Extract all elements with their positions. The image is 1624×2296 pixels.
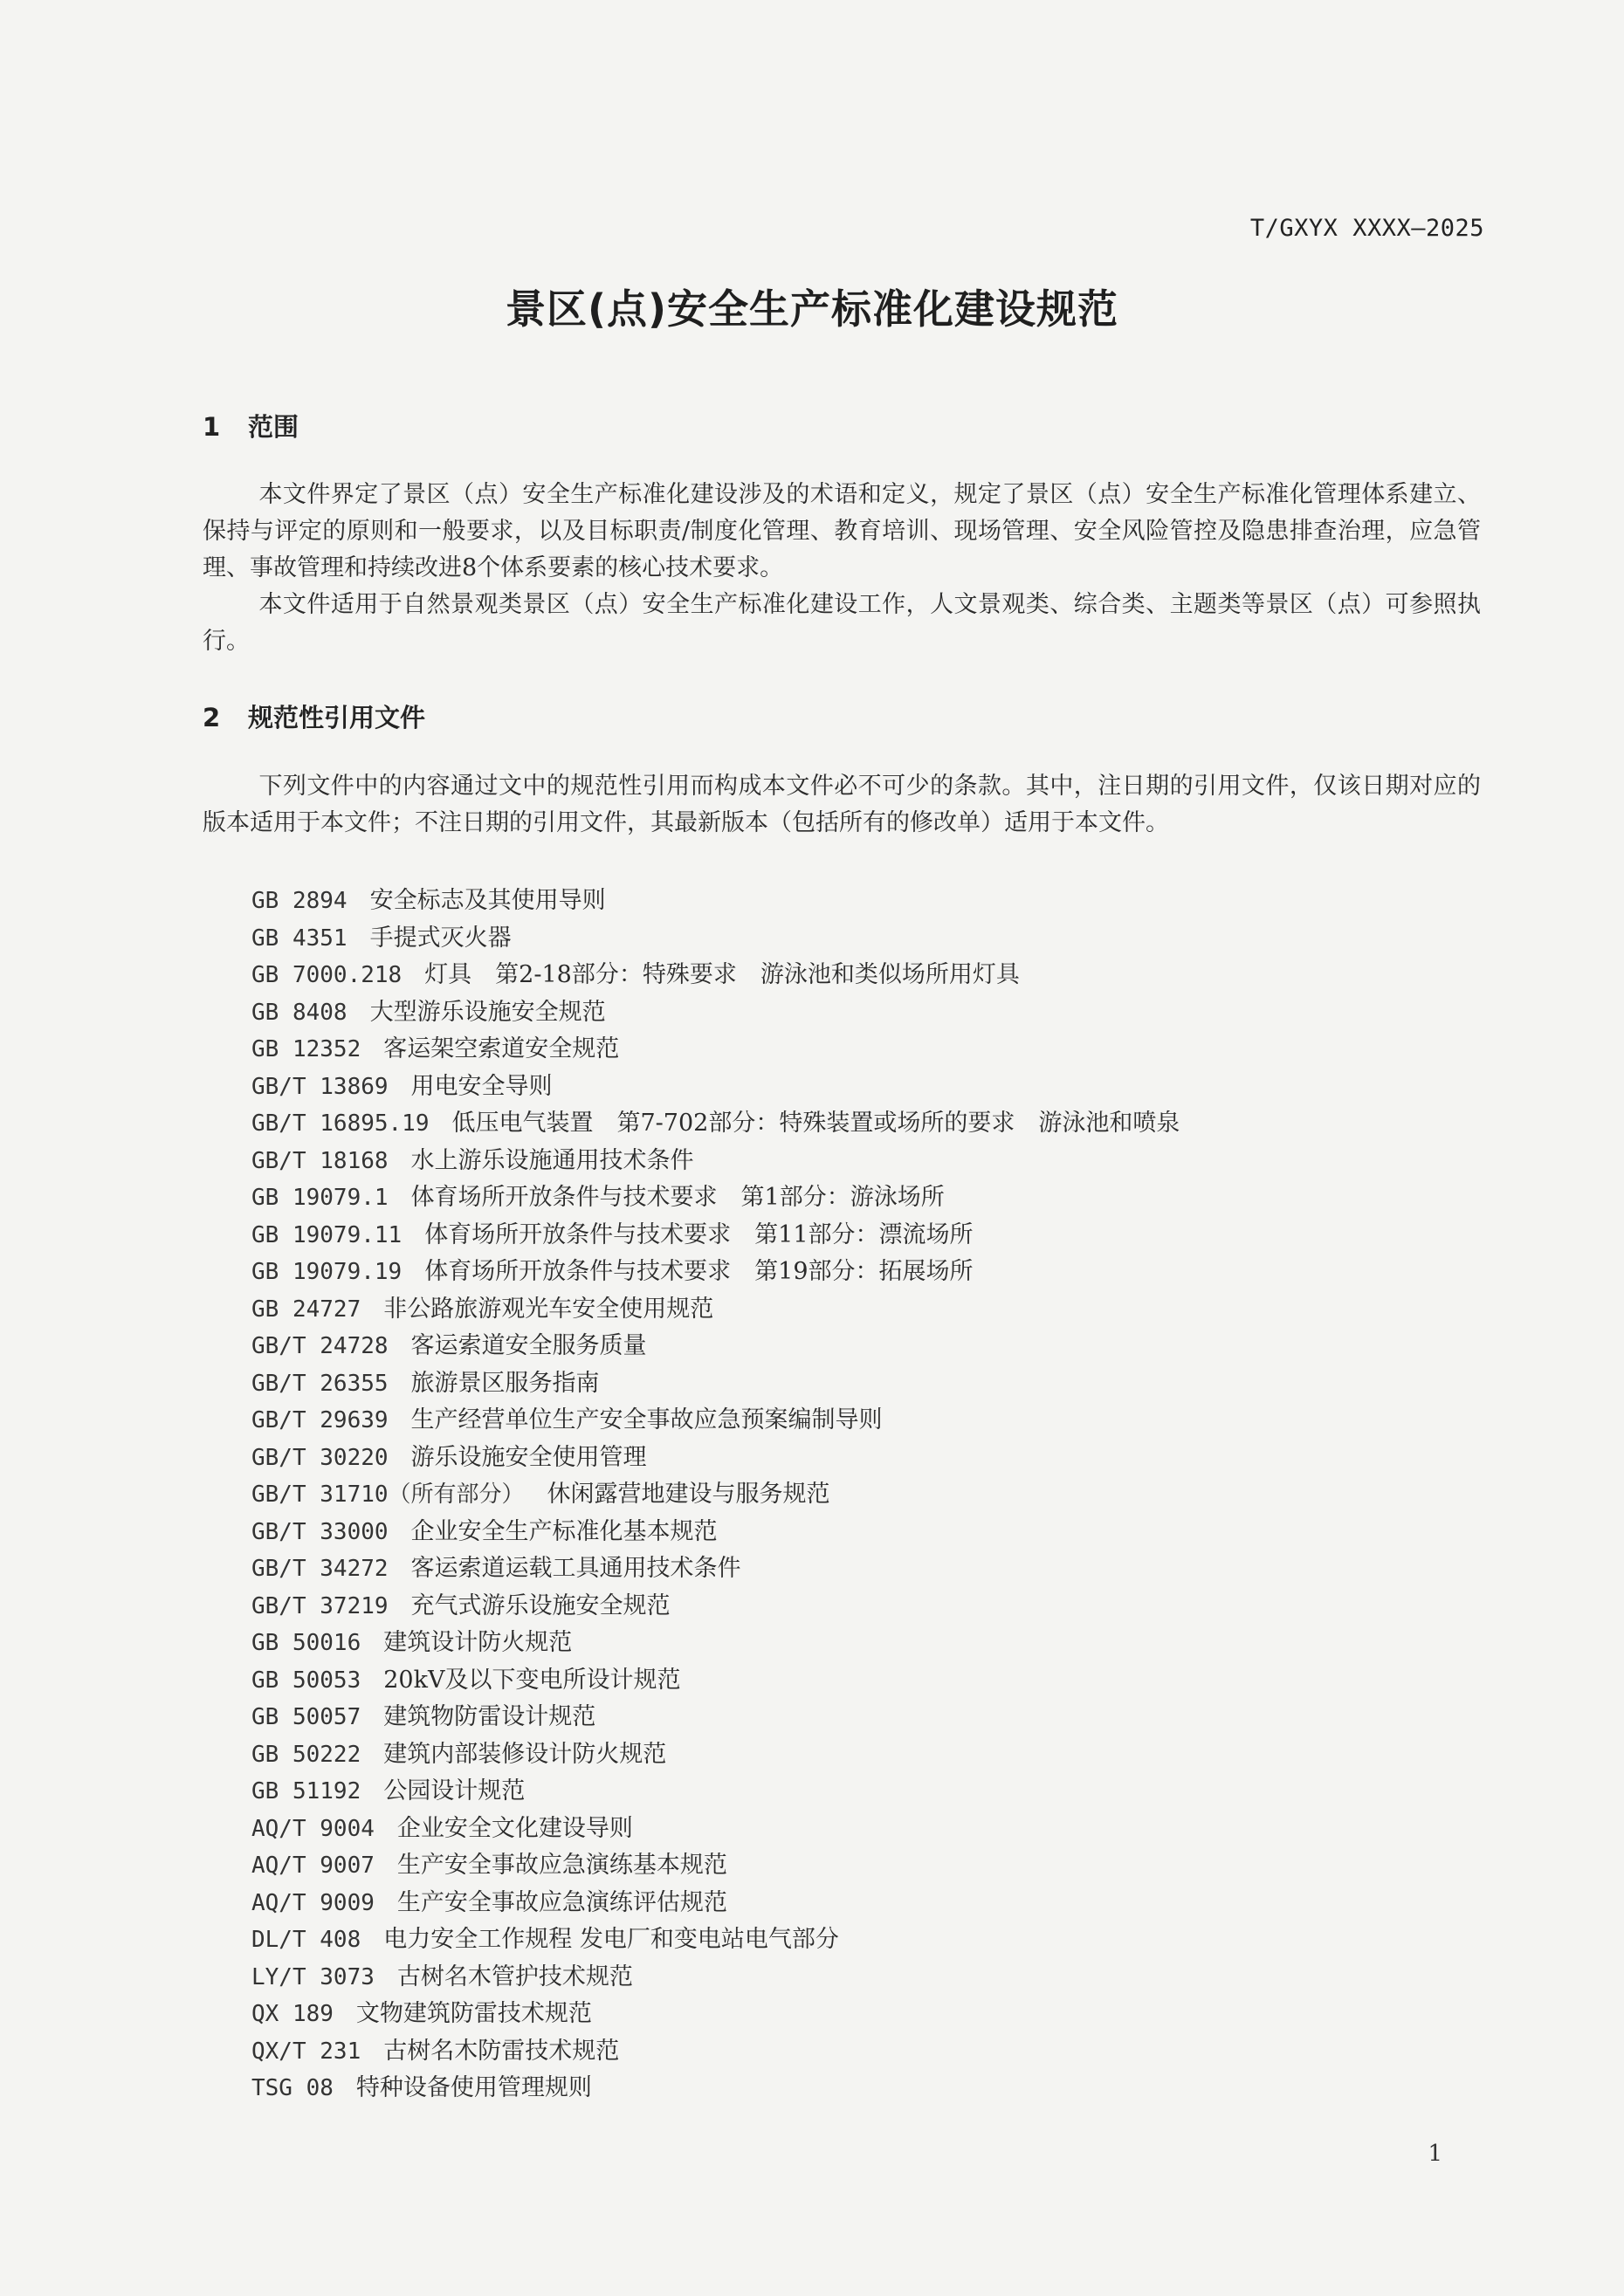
- reference-item: [251, 1143, 1180, 1180]
- reference-code: DL/T 408: [251, 1927, 361, 1953]
- reference-title: 生产经营单位生产安全事故应急预案编制导则: [410, 1406, 883, 1433]
- reference-code: GB 50057: [251, 1704, 361, 1730]
- reference-code: GB/T 37219: [251, 1592, 389, 1619]
- reference-code: GB 24727: [251, 1296, 361, 1323]
- reference-code: TSG 08: [251, 2075, 334, 2101]
- reference-item: [251, 1254, 1180, 1291]
- reference-item: [251, 1699, 1180, 1736]
- reference-title: 电力安全工作规程 发电厂和变电站电气部分: [383, 1926, 839, 1953]
- reference-title: 客运索道安全服务质量: [410, 1332, 647, 1359]
- reference-title: 生产安全事故应急演练评估规范: [396, 1888, 727, 1916]
- reference-title: 体育场所开放条件与技术要求 第1部分：游泳场所: [410, 1184, 945, 1211]
- section-title: 规范性引用文件: [248, 703, 426, 732]
- reference-code: GB/T 31710（所有部分）: [251, 1481, 525, 1508]
- reference-title: 低压电气装置 第7-702部分：特殊装置或场所的要求 游泳池和喷泉: [451, 1110, 1180, 1137]
- reference-title: 文物建筑防雷技术规范: [355, 2000, 592, 2027]
- reference-code: GB/T 30220: [251, 1444, 389, 1471]
- reference-item: [251, 1514, 1180, 1551]
- reference-item: [251, 1217, 1180, 1255]
- reference-item: [251, 920, 1180, 958]
- section-1-heading: [203, 408, 299, 443]
- reference-title: 特种设备使用管理规则: [355, 2074, 592, 2101]
- reference-title: 体育场所开放条件与技术要求 第11部分：漂流场所: [424, 1220, 974, 1248]
- reference-code: GB 12352: [251, 1036, 361, 1062]
- reference-title: 客运索道运载工具通用技术条件: [410, 1555, 741, 1582]
- reference-title: 建筑设计防火规范: [383, 1629, 573, 1656]
- reference-title: 客运架空索道安全规范: [383, 1035, 620, 1062]
- reference-code: GB 19079.11: [251, 1221, 403, 1248]
- reference-title: 生产安全事故应急演练基本规范: [396, 1852, 727, 1879]
- normative-reference-list: [251, 883, 1180, 2107]
- reference-item: [251, 1291, 1180, 1329]
- reference-code: GB/T 13869: [251, 1073, 389, 1100]
- reference-title: 公园设计规范: [383, 1777, 526, 1804]
- document-title: 景区(点)安全生产标准化建设规范: [505, 285, 1119, 333]
- reference-title: 建筑物防雷设计规范: [383, 1703, 596, 1730]
- reference-title: 充气式游乐设施安全规范: [410, 1591, 671, 1619]
- reference-title: 企业安全生产标准化基本规范: [410, 1517, 718, 1545]
- reference-item: [251, 1179, 1180, 1217]
- section-title: 范围: [248, 412, 299, 442]
- reference-title: 休闲露营地建设与服务规范: [547, 1481, 830, 1508]
- reference-title: 20kV及以下变电所设计规范: [383, 1666, 681, 1694]
- reference-code: AQ/T 9009: [251, 1889, 375, 1916]
- reference-code: GB/T 16895.19: [251, 1110, 430, 1137]
- reference-code: GB 19079.19: [251, 1259, 403, 1285]
- reference-code: GB 2894: [251, 888, 348, 914]
- section-2-paragraph-1: 下列文件中的内容通过文中的规范性引用而构成本文件必不可少的条款。其中，注日期的引用文件，仅该日期对应的版本适用于本文件；不注日期的引用文件，其最新版本（包括所有的修改单）适用于本文件。: [203, 773, 1481, 836]
- reference-item: [251, 1885, 1180, 1922]
- reference-item: [251, 957, 1180, 994]
- reference-item: [251, 1959, 1180, 1997]
- reference-code: GB 51192: [251, 1778, 361, 1804]
- document-code: T/GXYX XXXX—2025: [1249, 215, 1484, 242]
- reference-title: 水上游乐设施通用技术条件: [410, 1146, 694, 1174]
- reference-code: GB/T 24728: [251, 1333, 389, 1359]
- reference-code: GB 50016: [251, 1630, 361, 1656]
- reference-item: [251, 1476, 1180, 1514]
- reference-title: 企业安全文化建设导则: [396, 1814, 633, 1842]
- section-number: 1: [203, 412, 221, 442]
- section-1-paragraph-1: 本文件界定了景区（点）安全生产标准化建设涉及的术语和定义，规定了景区（点）安全生产标准化管理体系建立、保持与评定的原则和一般要求，以及目标职责/制度化管理、教育培训、现场管理、安全风险管控及隐患排查治理，应急管理、事故管理和持续改进8个体系要素的核心技术要求。: [203, 481, 1481, 581]
- reference-title: 体育场所开放条件与技术要求 第19部分：拓展场所: [424, 1258, 974, 1285]
- reference-title: 大型游乐设施安全规范: [369, 998, 606, 1026]
- reference-code: AQ/T 9004: [251, 1815, 375, 1842]
- reference-code: GB/T 18168: [251, 1147, 389, 1174]
- reference-title: 手提式灭火器: [369, 924, 512, 952]
- reference-item: [251, 1588, 1180, 1626]
- reference-title: 古树名木防雷技术规范: [383, 2037, 620, 2065]
- reference-item: [251, 1365, 1180, 1403]
- reference-code: GB 4351: [251, 925, 348, 952]
- reference-item: [251, 2033, 1180, 2071]
- reference-title: 非公路旅游观光车安全使用规范: [383, 1295, 714, 1323]
- reference-title: 灯具 第2-18部分：特殊要求 游泳池和类似场所用灯具: [424, 961, 1020, 988]
- reference-title: 用电安全导则: [410, 1072, 553, 1100]
- reference-code: GB 8408: [251, 999, 348, 1026]
- reference-code: QX 189: [251, 2001, 334, 2027]
- reference-item: [251, 1811, 1180, 1848]
- reference-code: GB/T 26355: [251, 1370, 389, 1397]
- reference-code: GB/T 33000: [251, 1518, 389, 1545]
- reference-title: 古树名木管护技术规范: [396, 1963, 633, 1990]
- section-1-paragraph-2: 本文件适用于自然景观类景区（点）安全生产标准化建设工作，人文景观类、综合类、主题类等景区（点）可参照执行。: [203, 591, 1481, 655]
- reference-item: [251, 1996, 1180, 2033]
- reference-code: GB 50053: [251, 1667, 361, 1694]
- reference-item: [251, 1550, 1180, 1588]
- reference-title: 安全标志及其使用导则: [369, 887, 606, 914]
- reference-item: [251, 1736, 1180, 1774]
- reference-code: GB 50222: [251, 1741, 361, 1768]
- page-number: 1: [1428, 2141, 1442, 2167]
- reference-code: GB/T 29639: [251, 1407, 389, 1433]
- section-2-heading: [203, 698, 425, 734]
- reference-item: [251, 2070, 1180, 2107]
- reference-code: QX/T 231: [251, 2038, 361, 2065]
- reference-code: GB/T 34272: [251, 1556, 389, 1582]
- reference-item: [251, 883, 1180, 920]
- reference-code: LY/T 3073: [251, 1963, 375, 1990]
- reference-title: 旅游景区服务指南: [410, 1369, 600, 1397]
- reference-item: [251, 1625, 1180, 1662]
- section-number: 2: [203, 703, 221, 732]
- reference-item: [251, 1440, 1180, 1477]
- reference-item: [251, 1328, 1180, 1365]
- reference-item: [251, 1069, 1180, 1106]
- reference-code: GB 19079.1: [251, 1185, 389, 1211]
- reference-code: GB 7000.218: [251, 962, 403, 988]
- reference-item: [251, 1921, 1180, 1959]
- reference-item: [251, 1402, 1180, 1440]
- reference-item: [251, 994, 1180, 1032]
- reference-item: [251, 1031, 1180, 1069]
- reference-code: AQ/T 9007: [251, 1853, 375, 1879]
- reference-item: [251, 1773, 1180, 1811]
- reference-title: 游乐设施安全使用管理: [410, 1443, 647, 1471]
- reference-item: [251, 1847, 1180, 1885]
- reference-item: [251, 1662, 1180, 1700]
- reference-title: 建筑内部装修设计防火规范: [383, 1740, 667, 1768]
- reference-item: [251, 1105, 1180, 1143]
